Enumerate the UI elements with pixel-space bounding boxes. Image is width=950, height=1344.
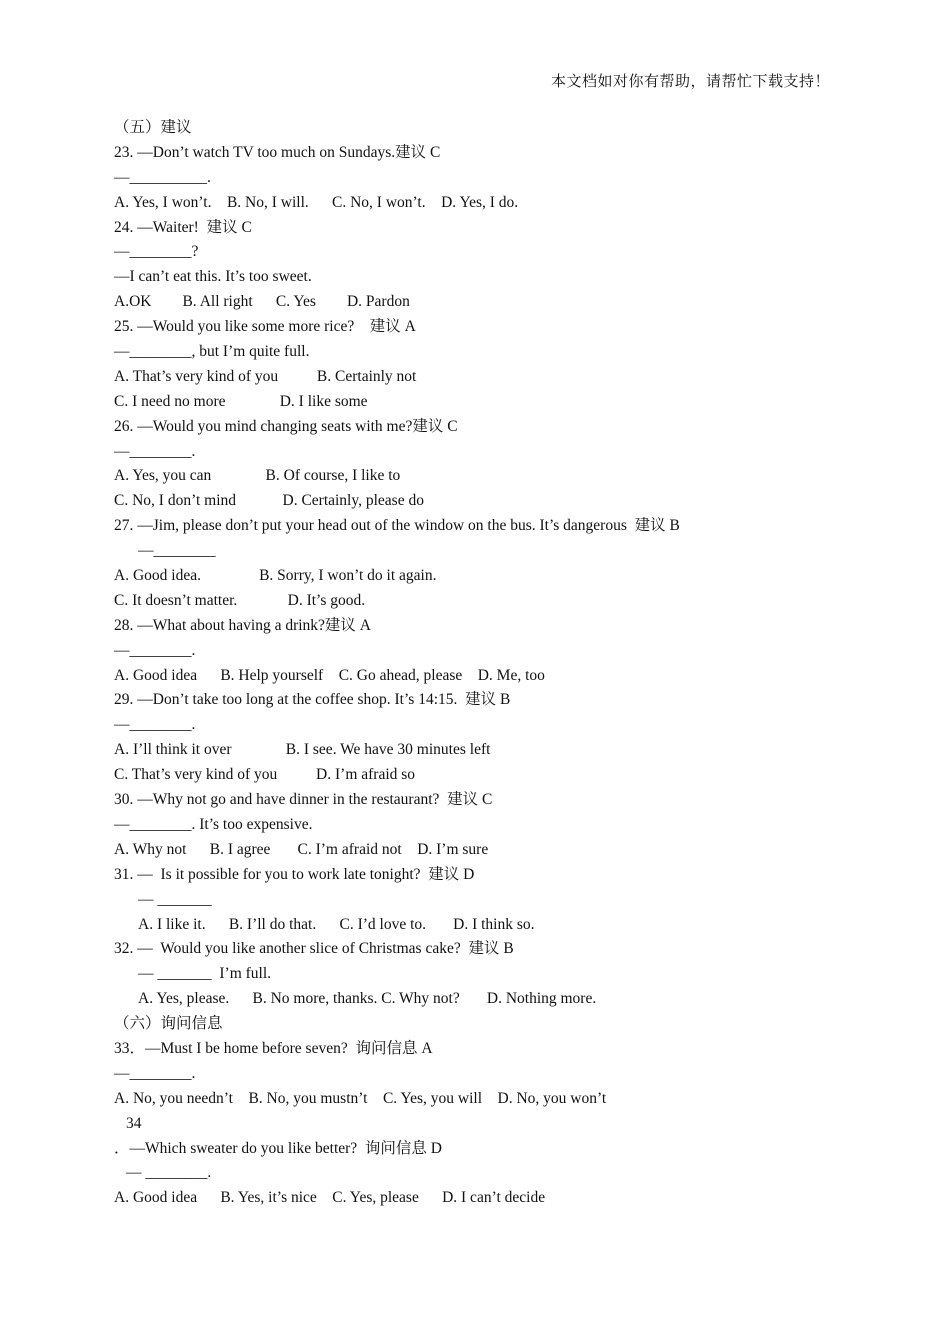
text-line: A. That’s very kind of you B. Certainly not: [114, 367, 417, 385]
document-body: [114, 116, 874, 1211]
text-line: —________.: [114, 641, 196, 659]
text-line: — _______ I’m full.: [138, 965, 272, 983]
text-line: 31. — Is it possible for you to work late tonight? 建议 D: [114, 865, 475, 883]
text-line: A. I like it. B. I’ll do that. C. I’d love to. D. I think so.: [138, 915, 535, 933]
text-line: 32. — Would you like another slice of Christmas cake? 建议 B: [114, 940, 514, 958]
text-line: —__________.: [114, 168, 211, 186]
text-line: 26. —Would you mind changing seats with me?建议 C: [114, 417, 458, 435]
text-line: A. Yes, please. B. No more, thanks. C. Why not? D. Nothing more.: [138, 990, 597, 1008]
text-line: —________: [138, 542, 216, 560]
text-line: 30. —Why not go and have dinner in the restaurant? 建议 C: [114, 791, 493, 809]
text-line: —________.: [114, 1064, 196, 1082]
text-line: —________?: [114, 243, 199, 261]
text-line: —I can’t eat this. It’s too sweet.: [114, 268, 312, 286]
text-line: A. Yes, I won’t. B. No, I will. C. No, I won’t. D. Yes, I do.: [114, 193, 519, 211]
text-line: 29. —Don’t take too long at the coffee shop. It’s 14:15. 建议 B: [114, 691, 511, 709]
text-line: —________, but I’m quite full.: [114, 343, 310, 361]
text-line: A. Good idea B. Help yourself C. Go ahead, please D. Me, too: [114, 666, 545, 684]
text-line: C. No, I don’t mind D. Certainly, please do: [114, 492, 424, 510]
text-line: （五）建议: [114, 119, 192, 136]
text-line: —________.: [114, 716, 196, 734]
text-line: A.OK B. All right C. Yes D. Pardon: [114, 293, 410, 311]
text-line: A. No, you needn’t B. No, you mustn’t C. Yes, you will D. No, you won’t: [114, 1089, 607, 1107]
text-line: C. That’s very kind of you D. I’m afraid so: [114, 766, 416, 784]
text-line: —________.: [114, 442, 196, 460]
text-line: 24. —Waiter! 建议 C: [114, 218, 252, 236]
text-line: 33．—Must I be home before seven? 询问信息 A: [114, 1039, 433, 1057]
text-line: A. Good idea. B. Sorry, I won’t do it again.: [114, 567, 437, 585]
text-line: —________. It’s too expensive.: [114, 815, 313, 833]
text-line: 25. —Would you like some more rice? 建议 A: [114, 318, 416, 336]
text-line: C. I need no more D. I like some: [114, 392, 368, 410]
text-line: A. Why not B. I agree C. I’m afraid not D. I’m sure: [114, 840, 489, 858]
text-line: — _______: [138, 890, 212, 908]
text-line: 34: [126, 1114, 142, 1132]
text-line: （六）询问信息: [114, 1015, 223, 1033]
text-line: 28. —What about having a drink?建议 A: [114, 616, 371, 634]
text-line: 23. —Don’t watch TV too much on Sundays.建议 C: [114, 143, 441, 161]
text-line: 27. —Jim, please don’t put your head out of the window on the bus. It’s dangerous 建议 B: [114, 517, 680, 535]
page-header-note: 本文档如对你有帮助，请帮忙下载支持！: [550, 74, 830, 90]
text-line: A. Yes, you can B. Of course, I like to: [114, 467, 401, 485]
text-line: ．—Which sweater do you like better? 询问信息 D: [114, 1139, 442, 1157]
text-line: — ________.: [126, 1164, 212, 1182]
text-line: C. It doesn’t matter. D. It’s good.: [114, 591, 366, 609]
text-line: A. I’ll think it over B. I see. We have 30 minutes left: [114, 741, 491, 759]
text-line: A. Good idea B. Yes, it’s nice C. Yes, please D. I can’t decide: [114, 1189, 546, 1207]
